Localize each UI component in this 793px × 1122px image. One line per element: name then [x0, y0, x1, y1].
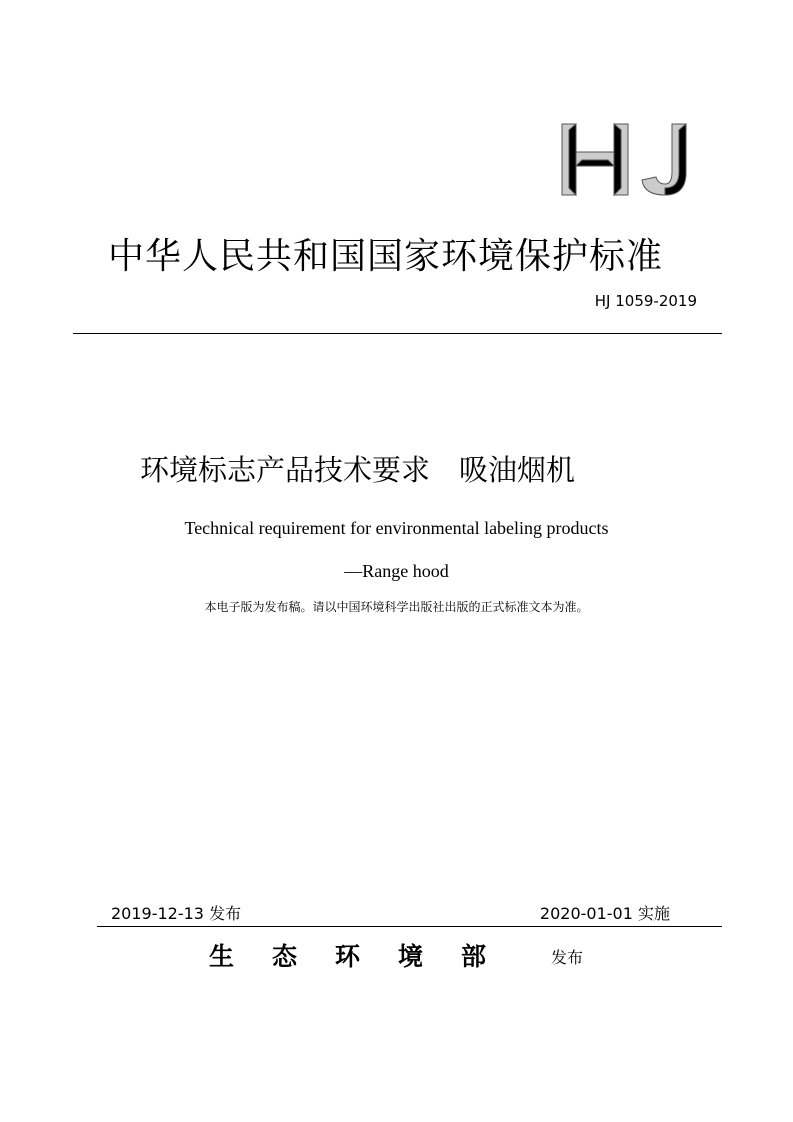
footer-divider [97, 926, 722, 927]
issue-date: 2019-12-13 发布 [111, 904, 242, 923]
document-title-en-line2: —Range hood [344, 561, 449, 581]
implementation-date: 2020-01-01 实施 [539, 904, 670, 923]
standard-code: HJ 1059-2019 [594, 292, 697, 310]
header-divider [73, 333, 722, 334]
hj-logo [560, 122, 690, 201]
standard-series-title: 中华人民共和国国家环境保护标准 [108, 236, 664, 277]
document-title-cn: 环境标志产品技术要求 吸油烟机 [140, 453, 576, 487]
document-title-en-line1: Technical requirement for environmental labeling products [184, 518, 609, 538]
issuing-authority: 生态环境部 [209, 942, 525, 971]
disclaimer-note: 本电子版为发布稿。请以中国环境科学出版社出版的正式标准文本为准。 [204, 600, 589, 614]
issuer-suffix: 发布 [551, 948, 584, 967]
